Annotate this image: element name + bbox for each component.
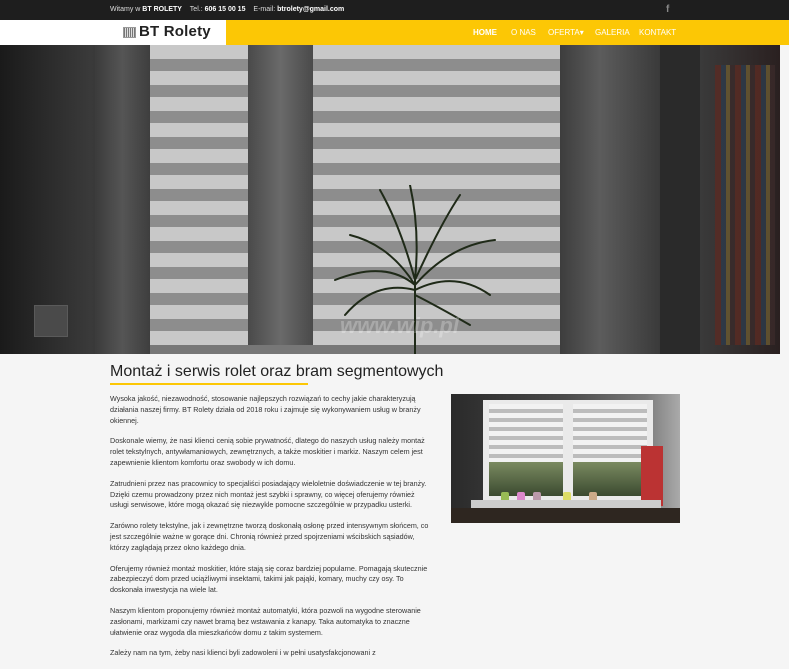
paragraph: Zależy nam na tym, żeby nasi klienci byli zadowoleni i w pełni usatysfakcjonowani z <box>110 648 376 658</box>
nav-item-o-nas[interactable]: O NAS <box>511 28 536 37</box>
blinds-logo-icon <box>123 27 136 38</box>
nav-item-oferta-label: OFERTA <box>548 28 580 37</box>
welcome-brand: BT ROLETY <box>142 6 182 13</box>
facebook-icon[interactable]: f <box>666 4 670 15</box>
email-label: E-mail: <box>253 6 276 13</box>
contact-info <box>110 6 344 13</box>
side-photo-garden-left <box>489 462 563 496</box>
side-photo-red-object <box>641 446 663 506</box>
hero-watermark: www.wip.pl <box>340 313 459 338</box>
paragraph: Doskonale wiemy, że nasi klienci cenią sobie prywatność, dlatego do naszych usług należy montaż rolet tekstylnych, antywłamaniowych, zewnętrznych, a także moskitier i markiz. Naszym celem jest zapewnienie klientom komfortu oraz swobody w ich domu. <box>110 436 425 467</box>
hero-window-frame-right <box>560 45 660 354</box>
side-photo-garden-right <box>573 462 647 496</box>
side-photo-blind-right <box>573 404 647 462</box>
paragraph: Naszym klientom proponujemy również montaż automatyki, która pozwoli na wygodne sterowanie zasłonami, markizami czy nawet bramą bez wstawania z kanapy. Taka automatyka to znaczne ułatwienie oraz wygoda dla mieszkańców domu z takim systemem. <box>110 605 421 637</box>
nav-item-kontakt[interactable]: KONTAKT <box>639 28 677 37</box>
hero-window-mullion <box>248 45 313 354</box>
side-photo-window <box>483 400 653 500</box>
page-title: Montaż i serwis rolet oraz bram segmentowych <box>110 363 444 380</box>
chevron-down-icon: ▾ <box>579 28 584 37</box>
title-underline <box>110 383 308 385</box>
nav-item-home[interactable]: HOME <box>473 28 497 37</box>
paragraph: Zatrudnieni przez nas pracownicy to specjaliści posiadający wieloletnie doświadczenie w tej branży. Dzięki czemu prowadzony przez nich montaż jest szybki i sprawny, co więcej oferujemy również usługi serwisowe, które mogą okazać się niezwykle pomocne szczególnie w przypadku usterki. <box>110 478 427 510</box>
main-text <box>110 394 435 669</box>
nav-item-galeria[interactable]: GALERIA <box>595 28 630 37</box>
nav-item-oferta[interactable] <box>548 28 584 37</box>
side-photo-blind-left <box>489 404 563 462</box>
phone-number[interactable]: 606 15 00 15 <box>204 6 246 13</box>
paragraph: Zarówno rolety tekstylne, jak i zewnętrzne tworzą doskonałą osłonę przed intensywnym słońcem, co jest szczególnie ważne w gorące dni. Chronią również przed spojrzeniami wścibskich sąsiadów, którzy zaglądają przez okno każdego dnia. <box>110 521 429 552</box>
hero-blind-left <box>150 45 248 345</box>
side-photo-radiator <box>451 508 680 523</box>
brand-name[interactable]: BT Rolety <box>139 23 211 40</box>
email-link[interactable]: btrolety@gmail.com <box>277 6 345 13</box>
hero-edge-strip <box>780 45 789 354</box>
top-info-bar <box>0 0 789 20</box>
main-navbar <box>0 20 789 45</box>
side-photo-sill <box>471 500 661 508</box>
hero-window-frame-left <box>95 45 150 354</box>
welcome-prefix: Witamy w <box>110 6 141 13</box>
phone-label: Tel.: <box>189 6 203 13</box>
hero-books <box>715 65 775 345</box>
side-photo <box>451 394 680 523</box>
paragraph: Oferujemy również montaż moskitier, które stają się coraz bardziej popularne. Pomagają skutecznie zabezpieczyć dom przed uciążliwymi insektami, takimi jak pająki, komary, muchy czy osy. To doskonała inwestycja na wiele lat. <box>110 563 428 595</box>
paragraph: Wysoka jakość, niezawodność, stosowanie najlepszych rozwiązań to cechy jakie charakteryzują działania naszej firmy. BT Rolety działa od 2018 roku i zajmuje się wykonywaniem usług w branży okiennej. <box>110 394 421 425</box>
hero-image <box>0 45 780 354</box>
brand-area[interactable] <box>0 20 226 45</box>
hero-light-switch <box>34 305 68 337</box>
